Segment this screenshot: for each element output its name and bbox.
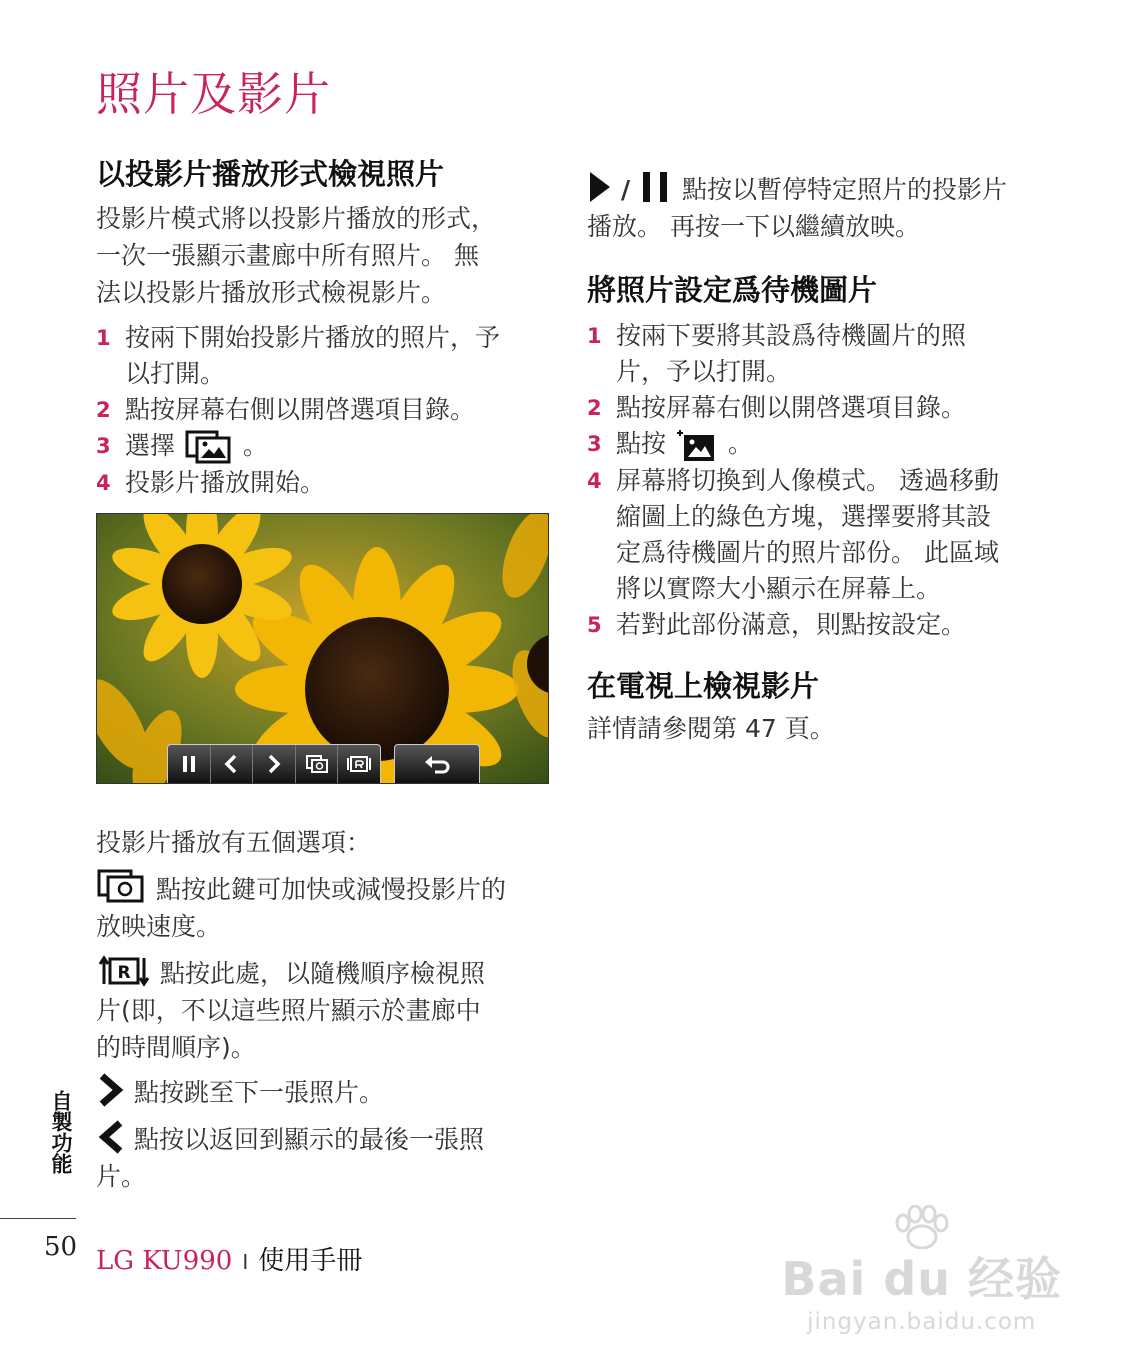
step-number: 1 xyxy=(587,324,602,348)
list-item xyxy=(96,428,556,465)
step-text: 點按屏幕右側以開啓選項目錄。 xyxy=(125,395,476,424)
slideshow-intro xyxy=(96,200,556,311)
pause-icon xyxy=(638,170,674,204)
play-pause-text: 點按以暫停特定照片的投影片 xyxy=(682,175,1008,204)
wallpaper-steps xyxy=(587,318,1057,643)
play-pause-description xyxy=(587,170,1057,245)
section-heading-tv: 在電視上檢視影片 xyxy=(587,669,820,703)
step-number: 4 xyxy=(96,471,111,495)
page-number: 50 xyxy=(44,1232,78,1262)
page-title: 照片及影片 xyxy=(96,67,331,121)
slash-separator: / xyxy=(620,175,631,204)
option-text: 放映速度。 xyxy=(96,912,222,941)
slideshow-steps xyxy=(96,320,556,501)
footer-title xyxy=(96,1240,362,1277)
footer-divider xyxy=(0,1218,76,1219)
list-item xyxy=(96,320,556,392)
list-item xyxy=(587,607,1057,643)
shuffle-icon xyxy=(346,754,372,774)
step-text: 定爲待機圖片的照片部份。 此區域 xyxy=(616,538,999,567)
set-wallpaper-icon xyxy=(674,427,720,463)
option-text: 的時間順序)。 xyxy=(96,1033,256,1062)
step-text: 按兩下開始投影片播放的照片，予 xyxy=(125,323,501,352)
tv-reference-text: 詳情請參閱第 47 頁。 xyxy=(587,714,835,743)
back-arrow-icon xyxy=(423,754,451,774)
options-intro: 投影片播放有五個選項： xyxy=(96,828,372,857)
section-heading-slideshow: 以投影片播放形式檢視照片 xyxy=(96,157,445,191)
shuffle-icon xyxy=(96,954,152,988)
step-number: 1 xyxy=(96,326,111,350)
step-text: 投影片播放開始。 xyxy=(125,468,326,497)
watermark-brand: Bai du 经验 xyxy=(781,1252,1062,1306)
list-item xyxy=(96,465,556,501)
shuffle-button[interactable] xyxy=(338,745,380,783)
step-number: 3 xyxy=(587,432,602,456)
slideshow-speed-icon xyxy=(305,754,329,774)
next-arrow-icon xyxy=(96,1073,126,1107)
step-text: 若對此部份滿意，則點按設定。 xyxy=(616,610,967,639)
step-number: 2 xyxy=(587,396,602,420)
option-text: 點按跳至下一張照片。 xyxy=(133,1078,384,1107)
speed-button[interactable] xyxy=(296,745,339,783)
list-item xyxy=(96,392,556,428)
step-text: 。 xyxy=(242,431,268,460)
slideshow-screenshot xyxy=(96,513,549,784)
step-number: 3 xyxy=(96,434,111,458)
option-text: 片(即，不以這些照片顯示於畫廊中 xyxy=(96,996,481,1025)
pause-button[interactable] xyxy=(168,745,211,783)
step-text: 按兩下要將其設爲待機圖片的照 xyxy=(616,321,967,350)
play-pause-text: 播放。 再按一下以繼續放映。 xyxy=(587,212,920,241)
chevron-right-icon xyxy=(267,754,281,774)
intro-line: 法以投影片播放形式檢視影片。 xyxy=(96,278,447,307)
intro-line: 一次一張顯示畫廊中所有照片。 無 xyxy=(96,241,479,270)
section-heading-wallpaper: 將照片設定爲待機圖片 xyxy=(587,273,878,307)
play-icon xyxy=(587,170,613,204)
list-item xyxy=(587,426,1057,463)
option-text: 點按此鍵可加快或減慢投影片的 xyxy=(155,875,506,904)
option-next xyxy=(96,1073,556,1111)
slideshow-control-bar xyxy=(167,744,381,783)
list-item xyxy=(587,390,1057,426)
step-text: 縮圖上的綠色方塊，選擇要將其設 xyxy=(616,502,992,531)
svg-text:R: R xyxy=(117,963,131,983)
step-text: 片，予以打開。 xyxy=(616,357,792,386)
step-number: 2 xyxy=(96,398,111,422)
option-speed xyxy=(96,868,556,945)
previous-button[interactable] xyxy=(211,745,254,783)
chevron-left-icon xyxy=(224,754,238,774)
step-text: 選擇 xyxy=(125,431,176,460)
watermark-url: jingyan.baidu.com xyxy=(807,1309,1037,1335)
step-text: 點按 xyxy=(616,429,667,458)
step-text: 將以實際大小顯示在屏幕上。 xyxy=(616,574,942,603)
step-text: 以打開。 xyxy=(125,359,226,388)
intro-line: 投影片模式將以投影片播放的形式， xyxy=(96,204,497,233)
side-tab-label: 自製功能 xyxy=(49,1090,73,1174)
next-button[interactable] xyxy=(253,745,296,783)
step-number: 4 xyxy=(587,469,602,493)
slideshow-icon xyxy=(183,429,235,465)
list-item xyxy=(587,318,1057,390)
option-text: 點按以返回到顯示的最後一張照 xyxy=(133,1125,484,1154)
baidu-watermark xyxy=(781,1205,1062,1335)
manual-label: 使用手冊 xyxy=(258,1246,363,1276)
step-text: 。 xyxy=(727,429,753,458)
list-item xyxy=(587,463,1057,607)
option-text: 點按此處，以隨機順序檢視照 xyxy=(159,959,485,988)
previous-arrow-icon xyxy=(96,1120,126,1154)
slideshow-speed-icon xyxy=(96,868,148,904)
model-name: LG KU990 xyxy=(96,1246,233,1276)
step-text: 屏幕將切換到人像模式。 透過移動 xyxy=(616,466,999,495)
option-shuffle xyxy=(96,954,556,1066)
footer-separator: I xyxy=(242,1250,249,1274)
step-number: 5 xyxy=(587,613,602,637)
pause-icon xyxy=(181,755,197,773)
back-button[interactable] xyxy=(394,744,480,783)
step-text: 點按屏幕右側以開啓選項目錄。 xyxy=(616,393,967,422)
option-previous xyxy=(96,1120,556,1195)
option-text: 片。 xyxy=(96,1162,147,1191)
